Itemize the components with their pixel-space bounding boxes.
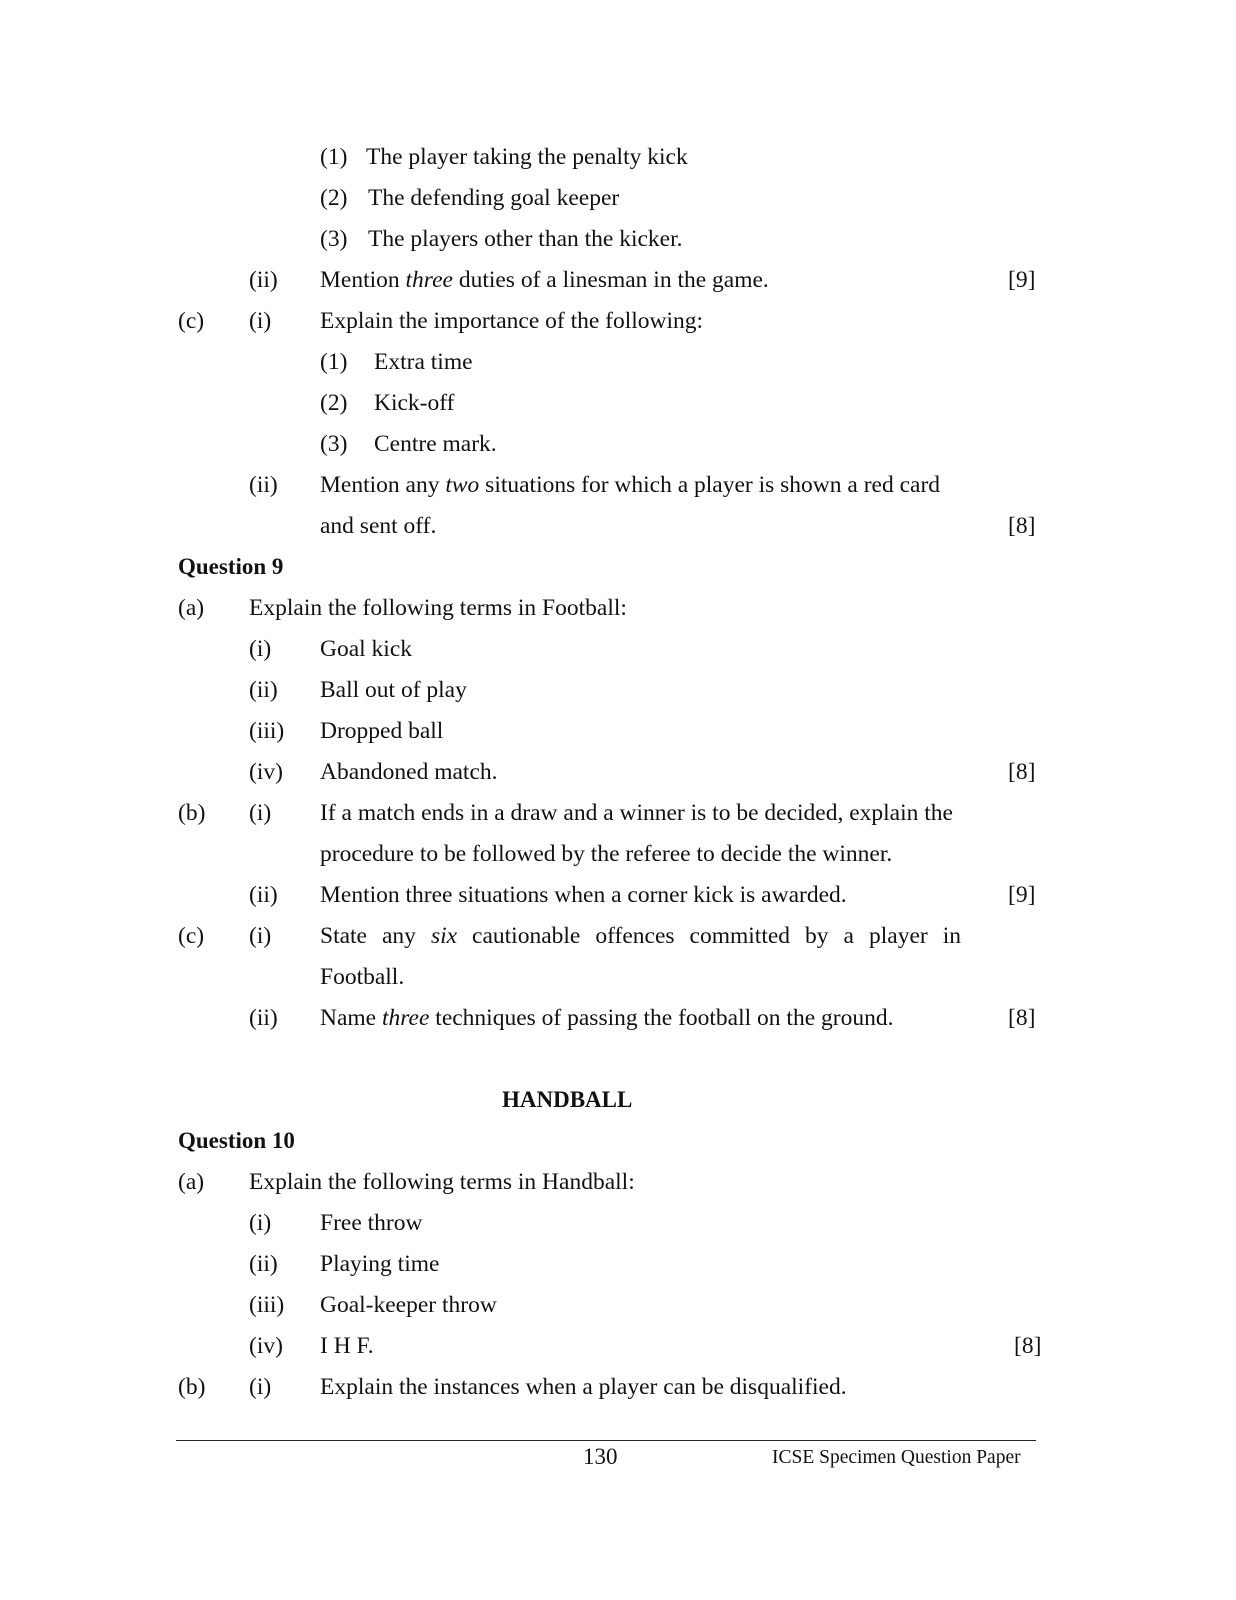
question-text: Explain the following terms in Football: <box>249 595 627 621</box>
sub-item-text: The player taking the penalty kick <box>366 144 688 170</box>
sub-item-text: Kick-off <box>374 390 455 416</box>
part-label: (a) <box>178 595 205 621</box>
text-part: Mention any <box>320 472 446 498</box>
text-part: Name <box>320 1005 382 1031</box>
item-label: (ii) <box>249 1005 278 1031</box>
marks-label: [8] <box>1008 759 1036 785</box>
item-text: Goal-keeper throw <box>320 1292 497 1318</box>
question-text <box>320 470 940 500</box>
sub-item-label: (2) <box>320 390 348 416</box>
sub-item-text: Extra time <box>374 349 473 375</box>
text-part: techniques of passing the football on the ground. <box>429 1005 894 1031</box>
item-label: (iii) <box>249 718 285 744</box>
emphasis-text: two <box>445 472 480 498</box>
footer-title: ICSE Specimen Question Paper <box>772 1447 1021 1468</box>
emphasis-text: three <box>405 267 453 293</box>
question-title: Question 9 <box>178 554 284 579</box>
word: cautionable <box>472 923 581 949</box>
item-label: (ii) <box>249 1251 278 1277</box>
word: offences <box>595 923 675 949</box>
part-label: (a) <box>178 1169 205 1195</box>
sub-item-label: (3) <box>320 431 348 457</box>
emphasis-text: six <box>430 923 458 949</box>
item-label: (i) <box>249 308 272 334</box>
question-text: Explain the following terms in Handball: <box>249 1169 635 1195</box>
question-text <box>320 1003 893 1033</box>
marks-label: [8] <box>1008 513 1036 539</box>
question-text: Mention three situations when a corner kick is awarded. <box>320 882 847 908</box>
footer-divider <box>176 1440 1036 1441</box>
item-text: Ball out of play <box>320 677 467 703</box>
question-text: If a match ends in a draw and a winner is to be decided, explain the <box>320 800 953 826</box>
emphasis-text: three <box>382 1005 430 1031</box>
sub-item-label: (1) <box>320 349 348 375</box>
part-label: (c) <box>178 923 205 949</box>
item-label: (iv) <box>249 1333 283 1359</box>
item-label: (ii) <box>249 882 278 908</box>
part-label: (b) <box>178 800 206 826</box>
sub-item-label: (3) <box>320 226 348 252</box>
question-text-continued: procedure to be followed by the referee to decide the winner. <box>320 841 893 867</box>
question-title: Question 10 <box>178 1128 295 1153</box>
question-text-continued: and sent off. <box>320 513 437 539</box>
item-label: (ii) <box>249 267 278 293</box>
question-text-continued: Football. <box>320 964 405 990</box>
page-number: 130 <box>583 1444 618 1469</box>
section-title: HANDBALL <box>502 1087 633 1112</box>
sub-item-text: The players other than the kicker. <box>368 226 683 252</box>
marks-label: [9] <box>1008 882 1036 908</box>
item-text: I H F. <box>320 1333 374 1359</box>
word: by <box>805 923 829 949</box>
item-text: Abandoned match. <box>320 759 498 785</box>
sub-item-label: (1) <box>320 144 348 170</box>
item-text: Free throw <box>320 1210 423 1236</box>
marks-label: [8] <box>1014 1333 1042 1359</box>
item-label: (iii) <box>249 1292 285 1318</box>
word: a <box>843 923 854 949</box>
question-text: Explain the importance of the following: <box>320 308 704 334</box>
marks-label: [9] <box>1008 267 1036 293</box>
word: in <box>942 923 961 949</box>
item-label: (i) <box>249 636 272 662</box>
item-label: (i) <box>249 1210 272 1236</box>
item-label: (i) <box>249 923 272 949</box>
item-label: (iv) <box>249 759 283 785</box>
item-label: (i) <box>249 800 272 826</box>
text-part: Mention <box>320 267 406 293</box>
sub-item-text: Centre mark. <box>374 431 497 457</box>
item-text: Playing time <box>320 1251 440 1277</box>
part-label: (b) <box>178 1374 206 1400</box>
part-label: (c) <box>178 308 205 334</box>
sub-item-label: (2) <box>320 185 348 211</box>
word: State <box>320 923 367 949</box>
word: any <box>382 923 416 949</box>
item-text: Goal kick <box>320 636 413 662</box>
question-text <box>320 265 769 295</box>
question-text: Explain the instances when a player can be disqualified. <box>320 1374 847 1400</box>
item-label: (ii) <box>249 677 278 703</box>
marks-label: [8] <box>1008 1005 1036 1031</box>
text-part: situations for which a player is shown a red card <box>479 472 941 498</box>
question-text-justified <box>320 921 961 951</box>
sub-item-text: The defending goal keeper <box>368 185 620 211</box>
item-label: (i) <box>249 1374 272 1400</box>
item-label: (ii) <box>249 472 278 498</box>
text-part: duties of a linesman in the game. <box>452 267 769 293</box>
word: committed <box>689 923 791 949</box>
word: player <box>868 923 928 949</box>
item-text: Dropped ball <box>320 718 444 744</box>
